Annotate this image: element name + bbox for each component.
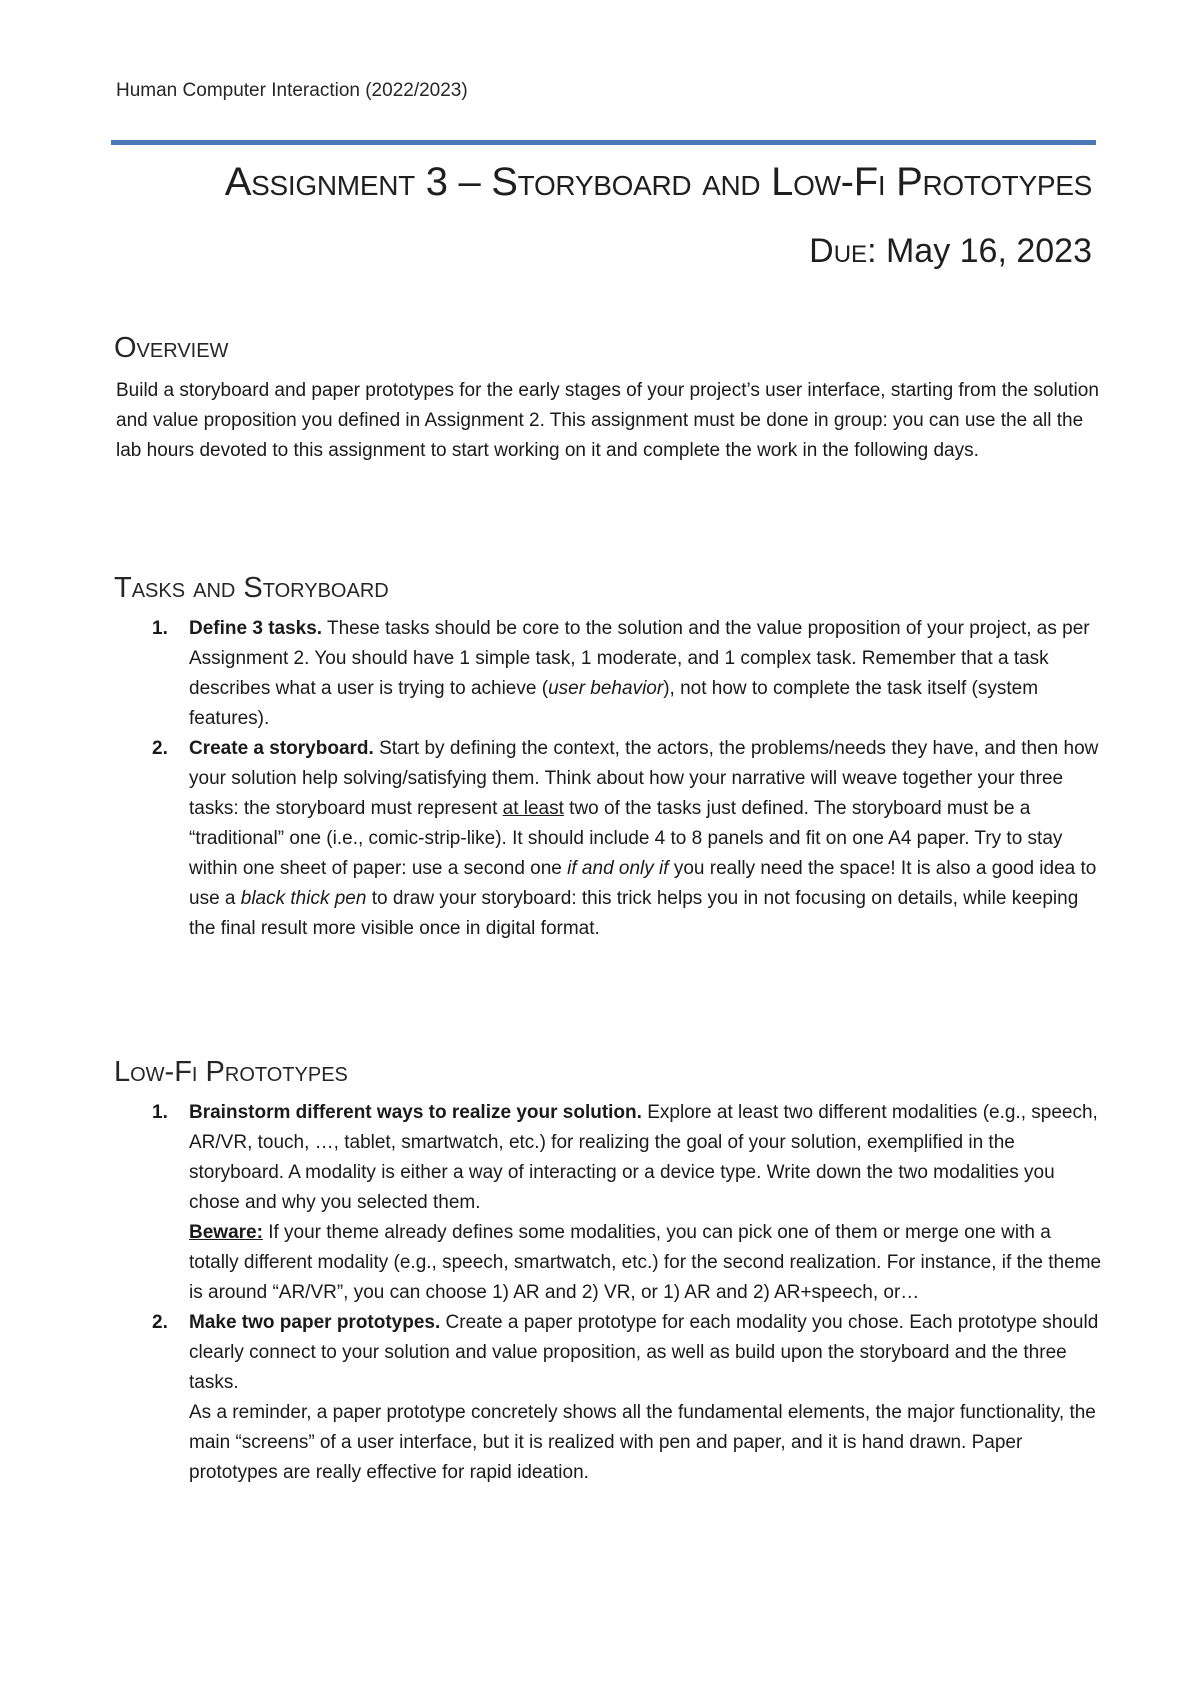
prototypes-list: [116, 1098, 1102, 1488]
item-text: Start by defining the context, the actors, the problems/needs they have, and then how your solution help solving/satisfying them. Think about how your narrative will weave together your three tasks: the storyboard must represent: [189, 738, 1099, 819]
list-item: [116, 1098, 1102, 1308]
item-bold-lead: Create a storyboard.: [189, 738, 374, 759]
list-number: 2.: [152, 1312, 168, 1333]
item-bold-lead: Make two paper prototypes.: [189, 1312, 441, 1333]
item-bold-lead: Define 3 tasks.: [189, 618, 323, 639]
course-header: Human Computer Interaction (2022/2023): [116, 80, 468, 101]
item-bold-lead: Brainstorm different ways to realize your solution.: [189, 1102, 642, 1123]
list-number: 2.: [152, 738, 168, 759]
list-item: [116, 614, 1102, 734]
item-text: Create a paper prototype for each modality you chose. Each prototype should clearly connect to your solution and value proposition, as well as build upon the storyboard and the three tasks.: [189, 1312, 1099, 1393]
item-italic: user behavior: [548, 678, 664, 699]
assignment-title: Assignment 3 – Storyboard and Low-Fi Prototypes: [224, 160, 1092, 204]
list-number: 1.: [152, 618, 168, 639]
item-text: Explore at least two different modalities (e.g., speech, AR/VR, touch, …, tablet, smartwatch, etc.) for realizing the goal of your solution, exemplified in the storyboard. A modality is either a way of interacting or a device type. Write down the two modalities you chose and why you selected them.: [189, 1102, 1098, 1213]
item-italic: if and only if: [567, 858, 669, 879]
item-underline: at least: [502, 798, 564, 819]
due-label: Due:: [809, 232, 877, 270]
due-date-value: May 16, 2023: [885, 232, 1092, 270]
item-text: you really need the space! It is also a good idea to use a: [189, 858, 1097, 909]
item-text: to draw your storyboard: this trick helps you in not focusing on details, while keeping the final result more visible once in digital format.: [189, 888, 1079, 939]
list-number: 1.: [152, 1102, 168, 1123]
tasks-heading: Tasks and Storyboard: [114, 572, 389, 604]
item-text: ), not how to complete the task itself (system features).: [189, 678, 1039, 729]
list-item: [116, 734, 1102, 944]
prototypes-heading: Low-Fi Prototypes: [114, 1056, 348, 1088]
overview-heading: Overview: [114, 332, 229, 364]
item-italic: black thick pen: [240, 888, 367, 909]
tasks-list: [116, 614, 1102, 944]
header-divider: [111, 140, 1096, 145]
beware-text: If your theme already defines some modalities, you can pick one of them or merge one with a totally different modality (e.g., speech, smartwatch, etc.) for the second realization. For instance, if the theme is around “AR/VR”, you can choose 1) AR and 2) VR, or 1) AR and 2) AR+speech, or…: [189, 1222, 1102, 1303]
item-text: two of the tasks just defined. The storyboard must be a “traditional” one (i.e., comic-strip-like). It should include 4 to 8 panels and fit on one A4 paper. Try to stay within one sheet of paper: use a second one: [189, 798, 1063, 879]
due-date: [809, 232, 1092, 271]
overview-paragraph: Build a storyboard and paper prototypes for the early stages of your project’s user interface, starting from the solution and value proposition you defined in Assignment 2. This assignment must be done in group: you can use the all the lab hours devoted to this assignment to start working on it and complete the work in the following days.: [116, 380, 1099, 461]
beware-label: Beware:: [189, 1222, 263, 1243]
item-text: As a reminder, a paper prototype concretely shows all the fundamental elements, the major functionality, the main “screens” of a user interface, but it is realized with pen and paper, and it is hand drawn. Paper prototypes are really effective for rapid ideation.: [189, 1402, 1096, 1483]
item-text: These tasks should be core to the solution and the value proposition of your project, as per Assignment 2. You should have 1 simple task, 1 moderate, and 1 complex task. Remember that a task describes what a user is trying to achieve (: [189, 618, 1090, 699]
list-item: [116, 1308, 1102, 1488]
